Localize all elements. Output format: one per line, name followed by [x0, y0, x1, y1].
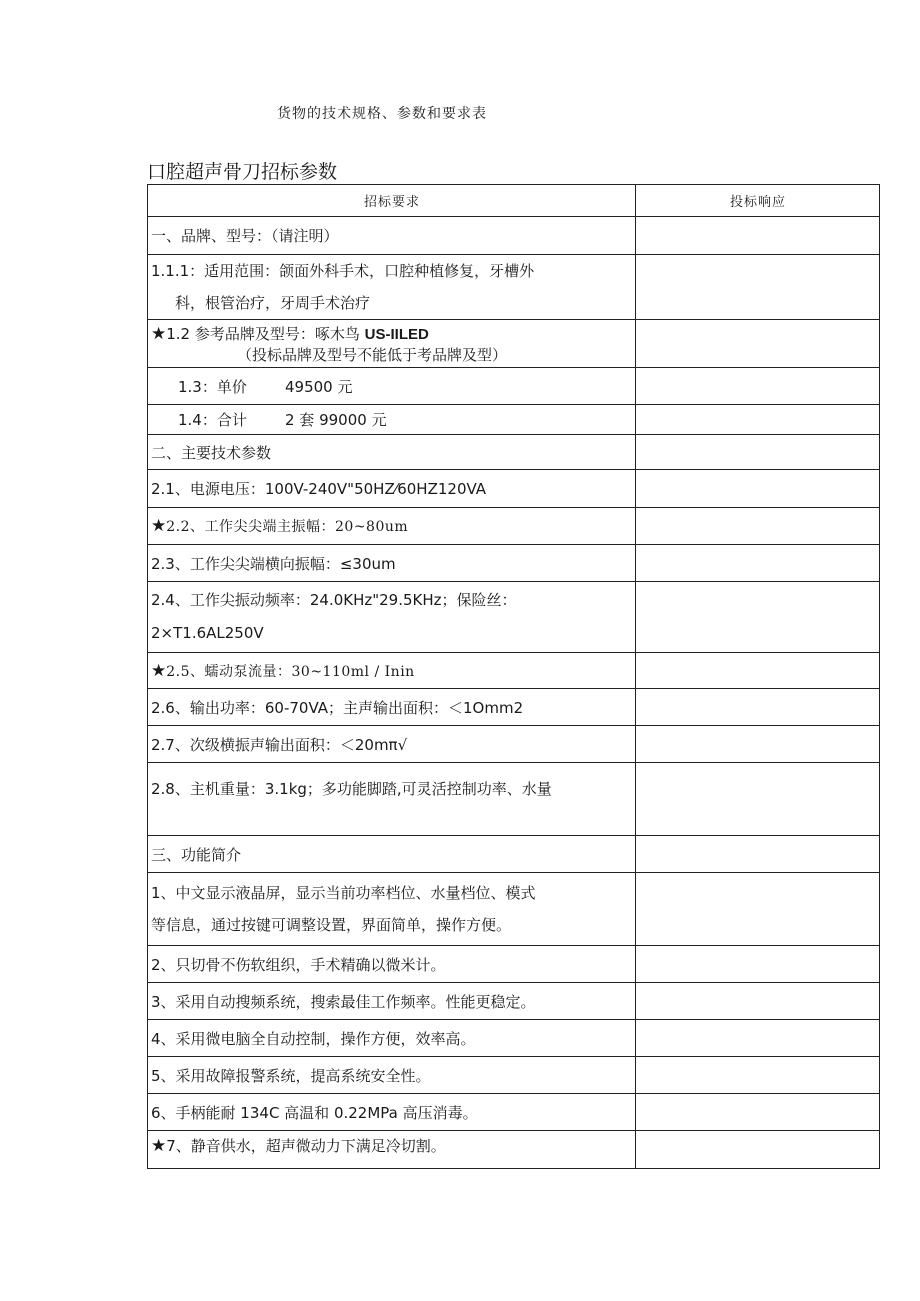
- section-title: 口腔超声骨刀招标参数: [147, 161, 338, 183]
- param-2-8-cell: 2.8、主机重量：3.1kg；多功能脚踏,可灵活控制功率、水量: [148, 763, 636, 836]
- document-title: 货物的技术规格、参数和要求表: [277, 106, 487, 122]
- response-cell: [636, 689, 880, 726]
- param-2-5-cell: [148, 653, 636, 689]
- unit-price-label: 1.3：单价: [178, 377, 247, 396]
- response-cell: [636, 653, 880, 689]
- response-cell: [636, 946, 880, 983]
- feature-1-line-1: 1、中文显示液晶屏，显示当前功率档位、水量档位、模式: [151, 884, 536, 902]
- table-row: [148, 1057, 880, 1094]
- response-cell: [636, 470, 880, 508]
- requirements-table: [147, 184, 880, 1169]
- table-row: [148, 983, 880, 1020]
- table-row: [148, 1094, 880, 1131]
- scope-line-1: 1.1.1：适用范围：颌面外科手术，口腔种植修复，牙槽外: [151, 262, 535, 280]
- response-cell: [636, 368, 880, 405]
- feature-4-cell: 4、采用微电脑全自动控制，操作方便，效率高。: [148, 1020, 636, 1057]
- param-2-2-cell: [148, 508, 636, 545]
- scope-line-2: 科，根管治疗，牙周手术治疗: [175, 294, 371, 312]
- param-2-6-cell: 2.6、输出功率：60-70VA；主声输出面积：＜1Omm2: [148, 689, 636, 726]
- feature-6-cell: 6、手柄能耐 134C 高温和 0.22MPa 高压消毒。: [148, 1094, 636, 1131]
- table-header-row: [148, 185, 880, 217]
- param-2-2-text: 2.2、工作尖尖端主振幅：20~80um: [166, 519, 409, 535]
- response-cell: [636, 726, 880, 763]
- param-2-3-cell: 2.3、工作尖尖端横向振幅：≤30um: [148, 545, 636, 582]
- func-header-cell: 三、功能简介: [148, 836, 636, 873]
- table-row: [148, 873, 880, 946]
- feature-3-cell: 3、采用自动搜频系统，搜索最佳工作频率。性能更稳定。: [148, 983, 636, 1020]
- response-cell: [636, 582, 880, 653]
- table-row: [148, 582, 880, 653]
- star-icon: ★: [151, 660, 167, 681]
- response-cell: [636, 255, 880, 320]
- feature-1-cell: [148, 873, 636, 946]
- feature-5-cell: 5、采用故障报警系统，提高系统安全性。: [148, 1057, 636, 1094]
- response-cell: [636, 983, 880, 1020]
- table-row: [148, 1020, 880, 1057]
- star-icon: ★: [151, 323, 167, 344]
- column-header-response: 投标响应: [636, 185, 880, 217]
- param-2-5-text: 2.5、蠕动泵流量：30~110ml / Inin: [166, 663, 415, 680]
- response-cell: [636, 1020, 880, 1057]
- feature-1-line-2: 等信息，通过按键可调整设置，界面简单，操作方便。: [151, 916, 512, 934]
- response-cell: [636, 545, 880, 582]
- param-2-1-cell: 2.1、电源电压：100V-240V"50HZ⁄60HZ120VA: [148, 470, 636, 508]
- param-2-7-cell: 2.7、次级横振声输出面积：＜20mπ√: [148, 726, 636, 763]
- star-icon: ★: [151, 1136, 167, 1156]
- table-row: [148, 545, 880, 582]
- response-cell: [636, 435, 880, 470]
- unit-price-cell: [148, 368, 636, 405]
- table-row: [148, 320, 880, 368]
- table-row: [148, 435, 880, 470]
- total-cell: [148, 405, 636, 435]
- column-header-requirement: 招标要求: [148, 185, 636, 217]
- table-row: [148, 470, 880, 508]
- reference-model-cell: [148, 320, 636, 368]
- reference-note: （投标品牌及型号不能低于考品牌及型）: [237, 345, 508, 364]
- table-row: [148, 836, 880, 873]
- reference-model: US-IILED: [364, 325, 429, 343]
- response-cell: [636, 320, 880, 368]
- table-row: [148, 726, 880, 763]
- table-row: [148, 1131, 880, 1169]
- param-2-4-cell: [148, 582, 636, 653]
- total-label: 1.4：合计: [178, 411, 247, 429]
- table-row: [148, 763, 880, 836]
- response-cell: [636, 1131, 880, 1169]
- table-row: [148, 508, 880, 545]
- response-cell: [636, 508, 880, 545]
- param-2-4-line-2: 2×T1.6AL250V: [151, 624, 264, 642]
- param-2-4-line-1: 2.4、工作尖振动频率：24.0KHz"29.5KHz；保险丝：: [151, 591, 517, 609]
- response-cell: [636, 873, 880, 946]
- table-row: [148, 946, 880, 983]
- scope-cell: [148, 255, 636, 320]
- unit-price-value: 49500 元: [285, 377, 353, 396]
- brand-header-cell: 一、品牌、型号：（请注明）: [148, 217, 636, 255]
- table-row: [148, 368, 880, 405]
- response-cell: [636, 217, 880, 255]
- feature-7-cell: [148, 1131, 636, 1169]
- table-row: [148, 653, 880, 689]
- total-value: 2 套 99000 元: [285, 411, 387, 429]
- star-icon: ★: [151, 516, 167, 536]
- table-row: [148, 405, 880, 435]
- response-cell: [636, 763, 880, 836]
- table-row: [148, 255, 880, 320]
- response-cell: [636, 1094, 880, 1131]
- feature-2-cell: 2、只切骨不伤软组织，手术精确以微米计。: [148, 946, 636, 983]
- response-cell: [636, 1057, 880, 1094]
- table-row: [148, 689, 880, 726]
- tech-header-cell: 二、主要技术参数: [148, 435, 636, 470]
- response-cell: [636, 405, 880, 435]
- response-cell: [636, 836, 880, 873]
- feature-7-text: 7、静音供水，超声微动力下满足冷切割。: [166, 1137, 446, 1155]
- table-row: [148, 217, 880, 255]
- reference-label: 1.2 参考品牌及型号：啄木鸟: [166, 324, 365, 343]
